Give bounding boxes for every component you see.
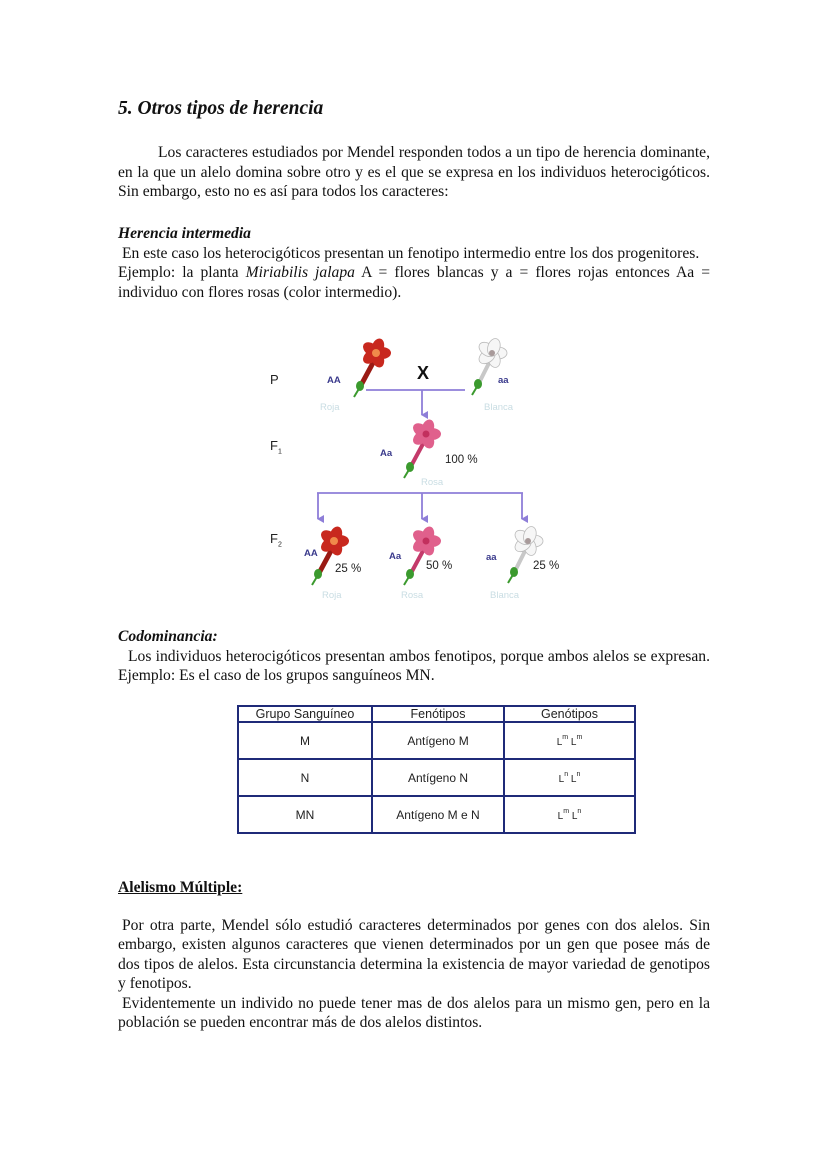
codominance-heading: Codominancia: bbox=[118, 628, 218, 645]
table-row bbox=[238, 759, 635, 796]
table-row bbox=[238, 722, 635, 759]
f1-color-name: Rosa bbox=[421, 477, 444, 488]
f2-white-color-name: Blanca bbox=[490, 590, 520, 601]
f2-pink-percent: 50 % bbox=[426, 560, 453, 572]
phenotype-cell: Antígeno N bbox=[372, 759, 504, 796]
f2-white-percent: 25 % bbox=[533, 560, 560, 572]
blood-group-table bbox=[237, 705, 636, 834]
codominance-section bbox=[118, 627, 710, 686]
flower-pink-icon bbox=[398, 527, 448, 587]
phenotype-cell: Antígeno M e N bbox=[372, 796, 504, 833]
intro-paragraph bbox=[118, 143, 710, 202]
generation-p-label: P bbox=[270, 372, 279, 387]
parent-red-color-name: Roja bbox=[320, 402, 340, 413]
genotype-value: $L^n$ $L^n$ bbox=[558, 771, 581, 785]
genotype-cell bbox=[504, 722, 635, 759]
species-name: Miriabilis jalapa bbox=[245, 264, 355, 281]
blood-group-cell: MN bbox=[238, 796, 372, 833]
multiple-alleles-paragraph-2: Evidentemente un individo no puede tener mas de dos alelos para un mismo gen, pero en la población se pueden encontrar más de dos alelos distintos. bbox=[118, 994, 710, 1031]
flower-red-icon bbox=[348, 339, 398, 399]
f2-pink-genotype: Aa bbox=[389, 551, 402, 562]
intro-text: Los caracteres estudiados por Mendel responden todos a un tipo de herencia dominante, en la que un alelo domina sobre otro y es el que se expresa en los individuos heterocigóticos. Sin embargo, esto no es así para todos los caracteres: bbox=[118, 144, 710, 200]
blood-group-cell: M bbox=[238, 722, 372, 759]
f2-red-genotype: AA bbox=[304, 548, 318, 559]
f2-red-percent: 25 % bbox=[335, 563, 362, 575]
intermediate-section bbox=[118, 224, 710, 302]
genotype-cell bbox=[504, 759, 635, 796]
f2-white-genotype: aa bbox=[486, 552, 497, 563]
parent-red-genotype: AA bbox=[327, 375, 341, 386]
f2-pink-color-name: Rosa bbox=[401, 590, 424, 601]
phenotype-cell: Antígeno M bbox=[372, 722, 504, 759]
intermediate-example: Ejemplo: la planta Miriabilis jalapa A = flores blancas y a = flores rojas entonces Aa = individuo con flores rosas (color intermedio). bbox=[118, 264, 710, 301]
generation-f1-label: $F_1$ bbox=[270, 438, 282, 456]
section-heading: 5. Otros tipos de herencia bbox=[118, 98, 324, 119]
intermediate-heading: Herencia intermedia bbox=[118, 225, 251, 242]
genotype-value: $L^m$ $L^m$ bbox=[556, 734, 583, 748]
genotype-value: $L^m$ $L^n$ bbox=[557, 808, 582, 822]
multiple-alleles-heading: Alelismo Múltiple: bbox=[118, 879, 243, 896]
genotype-cell bbox=[504, 796, 635, 833]
multiple-alleles-paragraph-1: Por otra parte, Mendel sólo estudió caracteres determinados por genes con dos alelos. Sin embargo, existen algunos caracteres que vienen determinados por un gen que posee más de dos tipos de alelos. Esta circunstancia determina la existencia de mayor variedad de genotipos y fenotipos. bbox=[118, 916, 710, 992]
inheritance-diagram bbox=[260, 335, 580, 610]
cross-symbol: X bbox=[417, 363, 430, 383]
flower-white-icon bbox=[464, 339, 514, 399]
flower-white-icon bbox=[500, 527, 550, 587]
f2-red-color-name: Roja bbox=[322, 590, 342, 601]
column-header: Grupo Sanguíneo bbox=[238, 706, 372, 722]
intermediate-paragraph: En este caso los heterocigóticos presentan un fenotipo intermedio entre los dos progenitores. bbox=[122, 244, 700, 262]
parent-white-color-name: Blanca bbox=[484, 402, 514, 413]
codominance-paragraph: Los individuos heterocigóticos presentan ambos fenotipos, porque ambos alelos se expresan. Ejemplo: Es el caso de los grupos sanguíneos MN. bbox=[118, 647, 710, 684]
table-row bbox=[238, 796, 635, 833]
parent-white-genotype: aa bbox=[498, 375, 509, 386]
flower-pink-icon bbox=[398, 420, 448, 480]
table-header-row bbox=[238, 706, 635, 722]
f1-percent: 100 % bbox=[445, 454, 478, 466]
generation-f2-label: $F_2$ bbox=[270, 531, 282, 549]
column-header: Genótipos bbox=[504, 706, 635, 722]
multiple-alleles-section bbox=[118, 878, 710, 1033]
blood-group-cell: N bbox=[238, 759, 372, 796]
column-header: Fenótipos bbox=[372, 706, 504, 722]
f1-genotype: Aa bbox=[380, 448, 393, 459]
